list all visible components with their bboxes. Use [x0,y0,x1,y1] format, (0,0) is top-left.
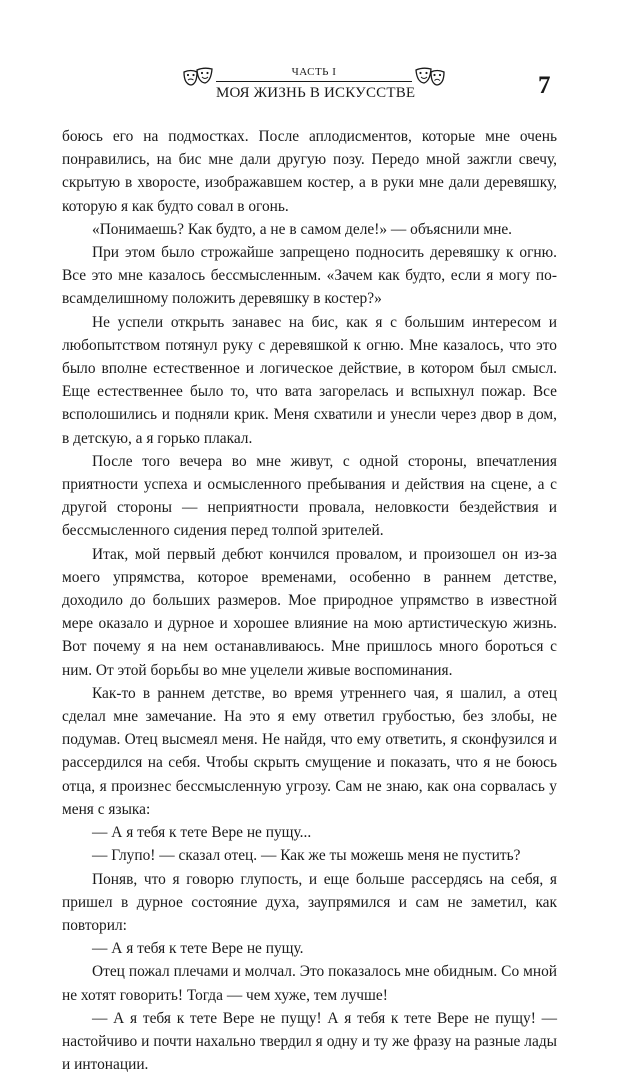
running-title-block [216,66,416,102]
paragraph: Не успели открыть занавес на бис, как я с большим интересом и любопытством потянул руку с деревяшкой к огню. Мне казалось, что это было вполне естественное и логическое действие, в котором был смысл. Еще естественнее было то, что вата загорелась и вспыхнул пожар. Все всполошились и подняли крик. Меня схватили и унесли через двор в дом, в детскую, а я горько плакал. [62,313,557,447]
paragraph: Отец пожал плечами и молчал. Это показалось мне обидным. Со мной не хотят говорить! Тогда — чем хуже, тем лучше! [62,963,557,1004]
paragraph: Поняв, что я говорю глупость, и еще больше рассердясь на себя, я пришел в дурное состояние духа, заупрямился и сам не заметил, как повторил: [62,870,557,934]
paragraph: После того вечера во мне живут, с одной стороны, впечатления приятности успеха и осмысленного пребывания и действия на сцене, а с другой стороны — неприятности провала, неловкости бездействия и бессмысленного сидения перед толпой зрителей. [62,452,557,540]
theatre-masks-icon [414,66,446,88]
header-rule [216,81,412,82]
running-header [0,0,644,110]
book-title: МОЯ ЖИЗНЬ В ИСКУССТВЕ [216,85,416,101]
theatre-masks-icon [182,66,214,88]
paragraph: Итак, мой первый дебют кончился провалом, и произошел он из-за моего упрямства, которое временами, особенно в раннем детстве, доходило до больших размеров. Мое природное упрямство в известной мере оказало и дурное и хорошее влияние на мою артистическую жизнь. Вот почему я на нем останавливаюсь. Мне пришлось много бороться с ним. От этой борьбы во мне уцелели живые воспоминания. [62,545,557,679]
dialogue-line: — Глупо! — сказал отец. — Как же ты можешь меня не пустить? [92,847,521,865]
dialogue-line: — А я тебя к тете Вере не пущу! А я тебя к тете Вере не пущу! — настойчиво и почти нахально твердил я одну и ту же фразу на разные лады и интонации. [62,1009,557,1074]
paragraph: Как-то в раннем детстве, во время утреннего чая, я шалил, а отец сделал мне замечание. На это я ему ответил грубостью, без злобы, не подумав. Отец высмеял меня. Не найдя, что ему ответить, я сконфузился и рассердился на себя. Чтобы скрыть смущение и показать, что я не боюсь отца, я произнес бессмысленную угрозу. Сам не знаю, как она сорвалась у меня с языка: [62,684,557,818]
paragraph: боюсь его на подмостках. После аплодисментов, которые мне очень понравились, на бис мне дали другую позу. Передо мной зажгли свечу, скрытую в хворосте, изображавшем костер, а в руки мне дали деревяшку, которую я как будто совал в огонь. [62,128,557,215]
body-text [62,125,557,1076]
dialogue-line: — А я тебя к тете Вере не пущу... [92,824,312,842]
page-number: 7 [538,72,551,99]
paragraph: При этом было строжайше запрещено подносить деревяшку к огню. Все это мне казалось бессмысленным. «Зачем как будто, если я могу по-всамделишному положить деревяшку в костер?» [62,244,557,308]
part-label: ЧАСТЬ I [291,66,337,78]
paragraph: «Понимаешь? Как будто, а не в самом деле!» — объяснили мне. [92,220,513,238]
dialogue-line: — А я тебя к тете Вере не пущу. [92,940,304,958]
